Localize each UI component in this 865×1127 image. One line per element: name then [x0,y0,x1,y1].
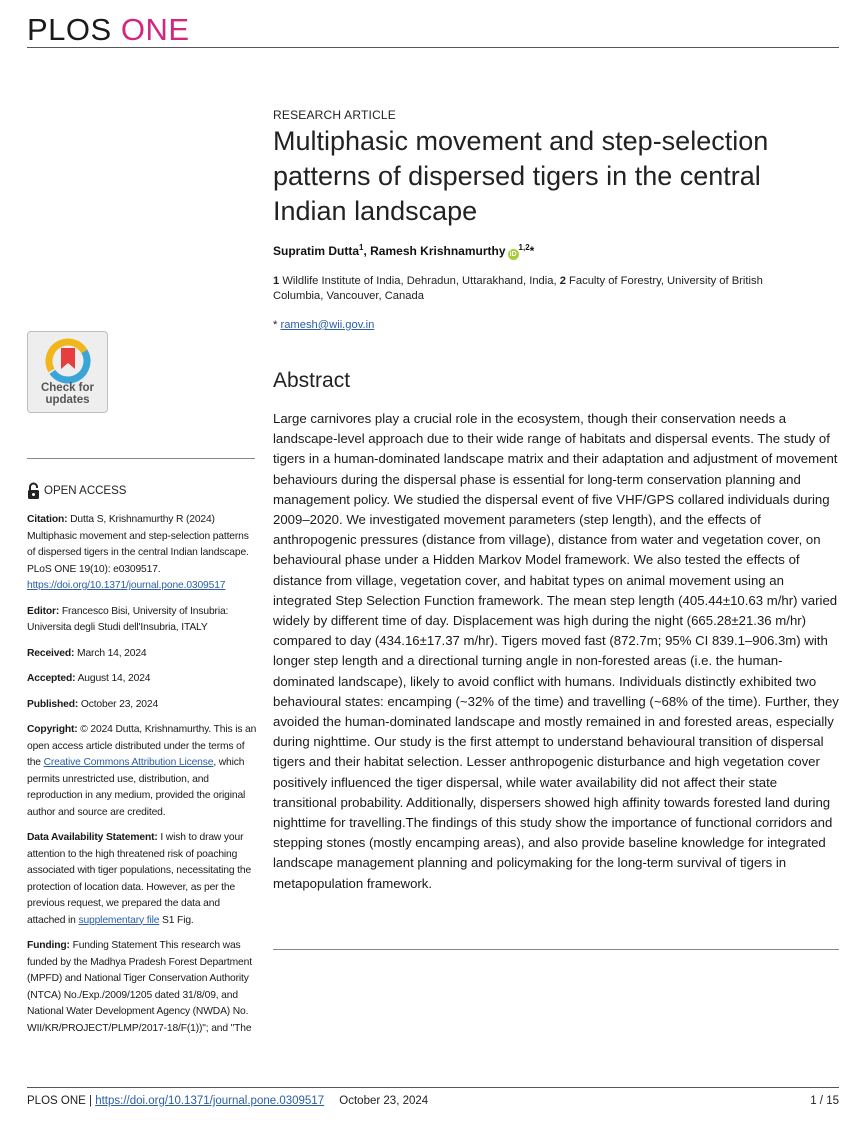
open-access-text: OPEN ACCESS [44,485,127,497]
editor-block: Editor: Francesco Bisi, University of Insubria: Universita degli Studi dell'Insubria, ITALY [27,605,229,633]
crossmark-icon [45,338,91,384]
logo-plos-text: PLOS [27,12,112,47]
footer-doi-link[interactable]: https://doi.org/10.1371/journal.pone.0309517 [95,1095,325,1107]
author-name[interactable]: Ramesh Krishnamurthy [370,244,506,258]
supplementary-file-link[interactable]: supplementary file [78,914,160,926]
footer-date: October 23, 2024 [339,1095,429,1107]
affil-text: Wildlife Institute of India, Dehradun, Uttarakhand, India, [282,275,557,287]
affil-number: 1 [273,275,280,287]
article-metadata-sidebar [27,512,257,1046]
footer-divider [27,1087,839,1088]
published-block: Published: October 23, 2024 [27,698,159,710]
sidebar-divider [27,458,255,459]
page-footer [27,1095,839,1107]
corresp-star: * [273,319,278,331]
page-number: 1 / 15 [810,1095,839,1107]
affiliations [273,274,813,304]
accepted-block: Accepted: August 14, 2024 [27,673,151,684]
plos-one-logo[interactable] [27,12,190,48]
badge-label: Check for updates [40,382,95,406]
footer-journal: PLOS ONE | [27,1095,92,1107]
abstract-heading: Abstract [273,369,351,392]
open-access-label [27,482,126,500]
orcid-icon[interactable]: iD [509,251,517,258]
license-link[interactable]: Creative Commons Attribution License [43,757,214,768]
logo-one-text: ONE [120,12,190,47]
email-link[interactable]: ramesh@wii.gov.in [280,319,375,331]
abstract-divider [273,949,839,950]
author-name[interactable]: Supratim Dutta [273,244,360,258]
article-type-label: RESEARCH ARTICLE [273,108,397,122]
abstract-body: Large carnivores play a crucial role in the ecosystem, though their conservation needs a landscape-level approach due to their wide range of habitats and dispersal events. The study of tigers in a human-dominated landscape matrix and their adaptation and adjustment of movement behaviours during the dispersal phase is essential for long-term conservation planning and management policy. We studied the dispersal event of five VHF/GPS collared individuals during 2009–2020. We investigated movement parameters (step length), and the effects of anthropogenic pressures (distance from village), distance from water and vegetation cover, on behavioural phase under a Hidden Markov Model framework. We also tested the effects of distance from village, vegetation cover, and habitat types on animal movement using an integrated Step Selection Function framework. The mean step length (405.44±10.63 m/hr) varied widely by different time of day. Displacement was high during the night (665.28±21.36 m/hr) compared to day (434.16±17.37 m/hr). Tigers moved fast (872.7m; 95% CI 839.1–906.3m) with longer step length and a directional turning angle in non-forested areas (i.e. the human-dominated landscape), likely to avoid conflict with humans. Individuals distinctly exhibited two behavioural states: encamping (~32% of the time) and travelling (~68% of the time). Further, they avoided the human-dominated landscape and mostly remained in and forested areas, especially during nighttime. Our study is the first attempt to understand behavioural transition of dispersal tigers and their habitat selection. Lesser anthropogenic disturbance and high vegetation cover positively influenced the tiger dispersal, while water availability did not affect their state transitional probability. Additionally, dispersers showed high affinity towards forested land during nighttime for travelling.The findings of this study show the importance of functional corridors and stepping stones (mostly encamping areas), and also provide baseline knowledge for integrated landscape management planning and policymaking for the long-term survival of tigers in metapopulation framework. [273,411,839,891]
article-title: Multiphasic movement and step-selection patterns of dispersed tigers in the central Indian landscape [273,126,769,226]
affil-text: Faculty of Forestry, University of British Columbia, Vancouver, Canada [273,275,763,302]
citation-doi-link[interactable]: https://doi.org/10.1371/journal.pone.0309517 [27,580,226,591]
author-affil-sup: 1 [359,243,364,252]
received-block: Received: March 14, 2024 [27,647,147,659]
funding-block: Funding: Funding Statement This research was funded by the Madhya Pradesh Forest Department (MPFD) and National Tiger Conservation Authority (NTCA) No./Exp./2009/1205 dated 31/8/09, and National Water Development Agency (NWDA) No. WII/KR/PROJECT/PLMP/2017-18/F(1))"; and "The [27,940,252,1034]
author-affil-sup: 1,2 [518,243,530,252]
author-separator: , [363,244,371,258]
corresponding-email [273,319,374,331]
open-lock-icon [27,482,40,500]
author-list [273,243,534,260]
data-availability-block: Data Availability Statement: I wish to draw your attention to the high threatened risk of poaching associated with tiger populations, necessitating the protection of location data. However, as per the previous request, we prepared the data and attached in supplementary file S1 Fig. [27,832,252,926]
copyright-block: Copyright: © 2024 Dutta, Krishnamurthy. This is an open access article distributed under the terms of the Creative Commons Attribution License, which permits unrestricted use, distribution, and reproduction in any medium, provided the original author and source are credited. [27,724,257,818]
corresponding-star: * [529,244,535,258]
page-header [27,8,839,48]
citation-block: Citation: Dutta S, Krishnamurthy R (2024) Multiphasic movement and step-selection patterns of dispersed tigers in the central Indian landscape. PLoS ONE 19(10): e0309517. https://doi.org/10.1371/journal.pone.0309517 [27,514,249,591]
affil-number: 2 [559,275,566,287]
check-for-updates-badge[interactable] [27,331,108,413]
